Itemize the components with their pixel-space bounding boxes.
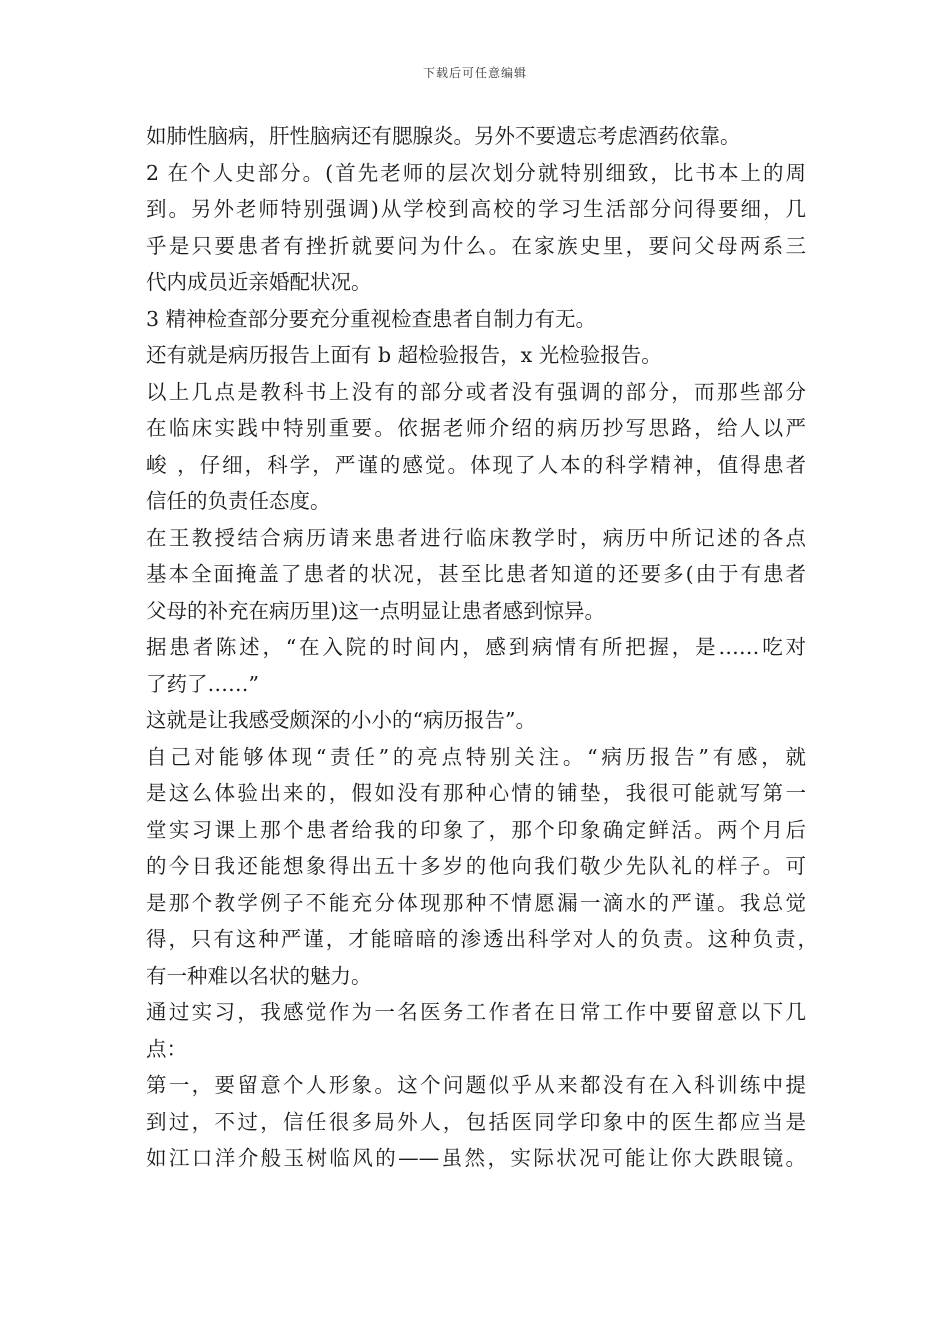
text-line: 代内成员近亲婚配状况。 [146,270,372,294]
text-line: 以上几点是教科书上没有的部分或者没有强调的部分，而那些部分 [146,379,806,404]
text-line: 信任的负责任态度。 [146,489,331,513]
text-line: 2 在个人史部分。(首先老师的层次划分就特别细致，比书本上的周 [146,160,806,185]
text-line: 是那个教学例子不能充分体现那种不情愿漏一滴水的严谨。我总觉 [146,890,806,915]
text-line: 第一，要留意个人形象。这个问题似乎从来都没有在入科训练中提 [146,1073,806,1097]
text-line: 有一种难以名状的魅力。 [146,963,372,988]
page-header: 下载后可任意编辑 [422,66,527,80]
text-line: 3 精神检查部分要充分重视检查患者自制力有无。 [146,306,597,331]
text-line: 还有就是病历报告上面有 b 超检验报告，x 光检验报告。 [146,343,662,367]
document-body [146,118,818,1177]
text-line: 点： [146,1036,187,1061]
text-line: 在王教授结合病历请来患者进行临床教学时，病历中所记述的各点 [146,525,806,550]
text-line: 的今日我还能想象得出五十多岁的他向我们敬少先队礼的样子。可 [146,854,806,878]
text-line: 在临床实践中特别重要。依据老师介绍的病历抄写思路，给人以严 [146,416,806,440]
text-line: 是这么体验出来的，假如没有那种心情的铺垫，我很可能就写第一 [146,781,806,805]
text-line: 父母的补充在病历里)这一点明显让患者感到惊异。 [146,598,605,623]
text-line: 基本全面掩盖了患者的状况，甚至比患者知道的还要多(由于有患者 [146,562,806,586]
text-line: 到。另外老师特别强调)从学校到高校的学习生活部分问得要细，几 [146,197,806,221]
text-line: 自己对能够体现“责任”的亮点特别关注。“病历报告”有感，就 [146,744,806,769]
text-line: 通过实习，我感觉作为一名医务工作者在日常工作中要留意以下几 [146,1000,806,1024]
text-line: 这就是让我感受颇深的小小的“病历报告”。 [146,708,536,732]
text-line: 得，只有这种严谨，才能暗暗的渗透出科学对人的负责。这种负责， [146,927,818,951]
text-line: 如肺性脑病，肝性脑病还有腮腺炎。另外不要遗忘考虑酒药依靠。 [146,124,741,148]
text-line: 乎是只要患者有挫折就要问为什么。在家族史里，要问父母两系三 [146,233,806,258]
text-line: 据患者陈述，“在入院的时间内，感到病情有所把握，是……吃对 [146,635,806,659]
text-line: 了药了……” [146,671,259,696]
text-line: 如江口洋介般玉树临风的——虽然，实际状况可能让你大跌眼镜。 [146,1146,806,1170]
text-line: 堂实习课上那个患者给我的印象了，那个印象确定鲜活。两个月后 [146,817,806,842]
text-line: 到过，不过，信任很多局外人，包括医同学印象中的医生都应当是 [146,1109,806,1134]
text-line: 峻 ，仔细，科学，严谨的感觉。体现了人本的科学精神，值得患者 [146,452,806,477]
